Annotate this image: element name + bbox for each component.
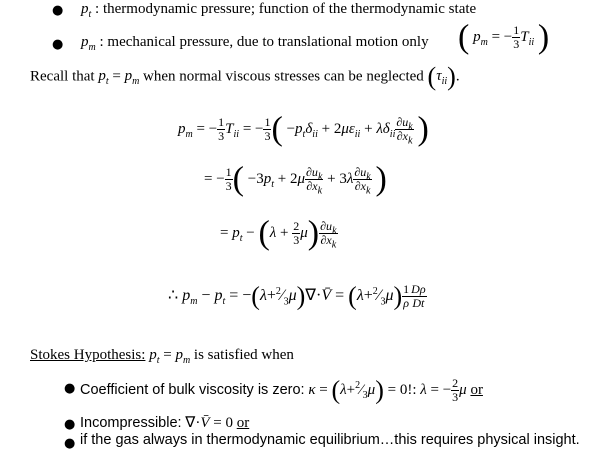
equation-line-3: = $p_t - (\lambda$ + $\frac{2}{3}$ μ) $\frac{\partial u_k}{\partial x_k}$ [220,214,337,252]
stokes-line: Stokes Hypothesis: $p_t = p_m$ is satisfied when [30,347,294,366]
recall-prefix: Recall that [30,68,95,85]
bullet-marker: ● [64,417,76,432]
stokes-item-1-or: or [470,381,483,398]
stokes-item-3-text: if the gas always in thermodynamic equilibrium…this requires physical insight. [80,432,580,448]
stokes-item-1-text: Coefficient of bulk viscosity is zero: [80,381,305,398]
recall-line: Recall that $p_t = p_m$ when normal viscous stresses can be neglected $(\tau_{ii})$. [30,62,460,91]
pt-definition-line: $p_t$ : thermodynamic pressure; function of the thermodynamic state [81,1,477,20]
stokes-item-1: Coefficient of bulk viscosity is zero: $\kappa = (\lambda+^2⁄_3\mu) = 0$!: λ = − $\frac{2}{3}$ μ or [80,375,483,405]
bullet-marker: ● [64,381,76,396]
recall-suffix: when normal viscous stresses can be neglected [143,68,424,85]
bullet-marker: ● [64,436,76,451]
pm-inline-equation: ( $p_m$ = − $\frac{1}{3}$ $T_{ii}$ ) [458,18,550,56]
bullet-marker: ● [52,37,64,52]
stokes-item-3 [80,432,580,448]
pt-definition-text: thermodynamic pressure; function of the thermodynamic state [102,1,477,17]
equation-line-4: ∴ $p_m - p_t$ = $-(\lambda+^2⁄_3\mu)\nabla\cdot V̄$ = $(\lambda+^2⁄_3\mu)$ $\frac{1}{\rho}$ $\frac{D\rho}{Dt}$ [168,281,426,311]
stokes-heading: Stokes Hypothesis: [30,347,146,363]
stokes-item-2-text: Incompressible: [80,415,182,431]
equation-line-1: $p_m$ = − $\frac{1}{3}$ $T_{ii}$ = − $\frac{1}{3}$ ( $-p_t\delta_{ii} + 2\mu\varepsilon_{ii} + \lambda\delta_{ii}$ $\frac{\partial u_k}{\partial x_k}$ ) [178,110,429,148]
pm-definition-line: $p_m$ : mechanical pressure, due to translational motion only [81,34,429,53]
bullet-marker: ● [52,3,64,18]
stokes-item-2-or: or [236,415,250,431]
equation-line-2: = − $\frac{1}{3}$ ( $-3p_t + 2\mu$ $\frac{\partial u_k}{\partial x_k}$ + 3λ $\frac{\partial u_k}{\partial x_k}$ ) [204,160,387,198]
stokes-satisfied: is satisfied when [193,347,294,363]
stokes-item-2: Incompressible: ∇·V̄ = 0 or [80,415,250,431]
pm-definition-text: mechanical pressure, due to translational motion only [107,34,429,50]
